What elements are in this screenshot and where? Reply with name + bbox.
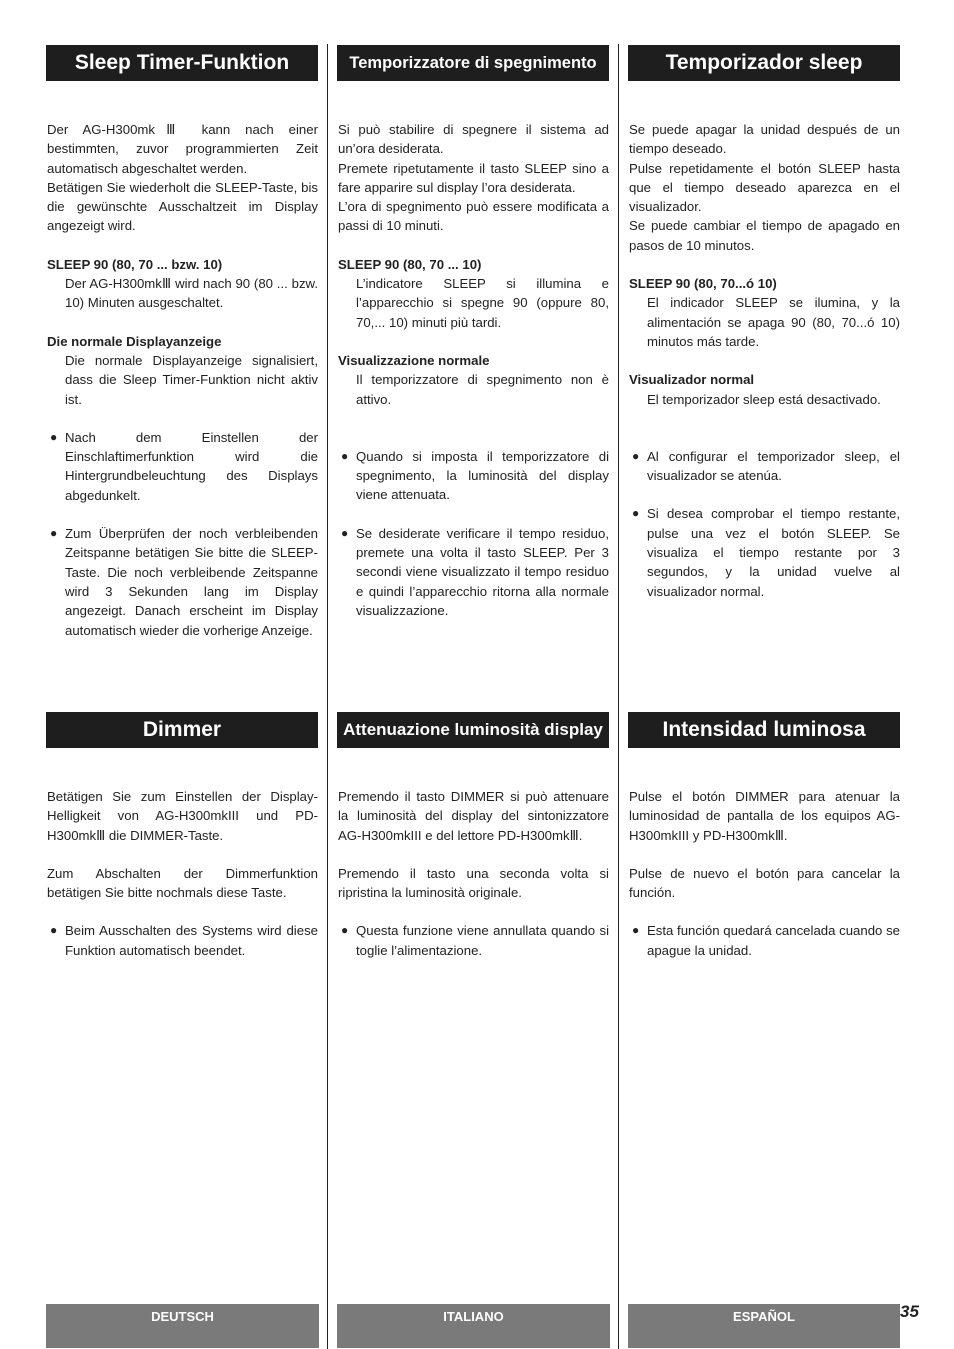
page-number: 35 [900,1302,919,1321]
dimmer-text2-es: Pulse de nuevo el botón para cancelar la función. [629,865,900,901]
normal-display-subheading-es: Visualizador normal [629,372,755,388]
column-divider-left [327,44,328,1349]
dimmer-heading-it: Attenuazione luminosità display [337,712,609,748]
sleep-subtext-it: L’indicatore SLEEP si illumina e l’apparecchio si spegne 90 (oppure 80, 70,... 10) minuti più tardi. [356,276,609,330]
sleep-timer-heading-es: Temporizador sleep [628,45,900,81]
sleep-timer-heading-it: Temporizzatore di spegnimento [337,45,609,81]
dimmer-text2-de: Zum Abschalten der Dimmerfunktion betätigen Sie bitte nochmals diese Taste. [47,865,318,901]
bullet-icon: ● [50,923,58,938]
footer-tab-deutsch: DEUTSCH [46,1304,319,1348]
sleep-timer-heading-de: Sleep Timer-Funktion [46,45,318,81]
sleep-section-it [338,120,609,620]
list-item: ● Beim Ausschalten des Systems wird diese Funktion automatisch beendet. [50,923,318,958]
sleep-intro2-it: Premete ripetutamente il tasto SLEEP sino a fare apparire sul display l’ora desiderata. [338,160,609,195]
normal-display-text-de: Die normale Displayanzeige signalisiert, dass die Sleep Timer-Funktion nicht aktiv ist. [65,352,318,407]
dimmer-text2-it: Premendo il tasto una seconda volta si ripristina la luminosità originale. [338,865,609,901]
footer-tab-italiano: ITALIANO [337,1304,610,1348]
sleep-intro-it: Si può stabilire di spegnere il sistema ad un’ora desiderata. [338,122,609,157]
dimmer-section-es [629,787,900,960]
bullet-icon: ● [632,923,640,938]
bullet-icon: ● [50,526,58,541]
list-item: ● Esta función quedará cancelada cuando se apague la unidad. [632,923,900,958]
sleep-intro3-es: Se puede cambiar el tiempo de apagado en pasos de 10 minutos. [629,218,900,253]
bullet-icon: ● [341,448,349,463]
sleep-intro-de: Der AG-H300mkⅢ kann nach einer bestimmten, zuvor programmierten Zeit automatisch abgeschaltet werden. [47,122,318,176]
sleep-section-de [47,120,318,640]
sleep-intro-es: Se puede apagar la unidad después de un tiempo deseado. [629,122,900,157]
list-item: ● Se desiderate verificare il tempo residuo, premete una volta il tasto SLEEP. Per 3 secondi viene visualizzato il tempo residuo e quindi l’apparecchio ritorna alla normale visualizzazione. [341,525,609,618]
list-item: ● Si desea comprobar el tiempo restante, pulse una vez el botón SLEEP. Se visualiza el tiempo restante por 3 segundos, y la unidad vuelve al visualizador normal. [632,506,900,599]
normal-display-text-it: Il temporizzatore di spegnimento non è attivo. [356,372,609,407]
sleep-subheading-it: SLEEP 90 (80, 70 ... 10) [338,256,482,272]
bullet-icon: ● [341,525,349,540]
list-item: ● Al configurar el temporizador sleep, el visualizador se atenúa. [632,448,900,484]
dimmer-section-de [47,787,318,960]
bullet-icon: ● [632,448,640,463]
normal-display-subheading-it: Visualizzazione normale [338,352,490,368]
dimmer-section-it [338,787,609,960]
sleep-intro2-es: Pulse repetidamente el botón SLEEP hasta que el tiempo deseado aparezca en el visualizador. [629,160,900,215]
sleep-subtext-es: El indicador SLEEP se ilumina, y la alimentación se apaga 90 (80, 70...ó 10) minutos más tarde. [647,295,900,349]
normal-display-subheading-de: Die normale Displayanzeige [47,333,222,349]
dimmer-heading-es: Intensidad luminosa [628,712,900,748]
sleep-intro3-it: L’ora di spegnimento può essere modificata a passi di 10 minuti. [338,199,609,234]
bullet-icon: ● [341,923,349,938]
footer-tab-espanol: ESPAÑOL [628,1304,900,1348]
sleep-subtext-de: Der AG-H300mkⅢ wird nach 90 (80 ... bzw. 10) Minuten ausgeschaltet. [65,276,318,311]
dimmer-text1-de: Betätigen Sie zum Einstellen der Display-Helligkeit von AG-H300mkIII und PD-H300mkⅢ die DIMMER-Taste. [47,789,318,843]
sleep-subheading-de: SLEEP 90 (80, 70 ... bzw. 10) [47,256,223,272]
sleep-subheading-es: SLEEP 90 (80, 70...ó 10) [629,276,777,292]
dimmer-heading-de: Dimmer [46,712,318,748]
dimmer-text1-it: Premendo il tasto DIMMER si può attenuare la luminosità del display del sintonizzatore AG-H300mkIII e del lettore PD-H300mkⅢ. [338,789,609,843]
bullet-icon: ● [632,506,640,521]
normal-display-text-es: El temporizador sleep está desactivado. [647,391,881,407]
list-item: ● Questa funzione viene annullata quando si toglie l’alimentazione. [341,923,609,958]
list-item: ● Quando si imposta il temporizzatore di spegnimento, la luminosità del display viene attenuata. [341,448,609,503]
list-item: ● Nach dem Einstellen der Einschlaftimerfunktion wird die Hintergrundbeleuchtung des Displays abgedunkelt. [50,429,318,503]
sleep-section-es [629,120,900,601]
dimmer-text1-es: Pulse el botón DIMMER para atenuar la luminosidad de pantalla de los equipos AG-H300mkIII y PD-H300mkⅢ. [629,789,900,843]
bullet-icon: ● [50,429,58,444]
list-item: ● Zum Überprüfen der noch verbleibenden Zeitspanne betätigen Sie bitte die SLEEP-Taste. Die noch verbleibende Zeitspanne wird 3 Sekunden lang im Display angezeigt. Danach erscheint im Display automatisch wieder die vorherige Anzeige. [50,526,318,638]
sleep-intro2-de: Betätigen Sie wiederholt die SLEEP-Taste, bis die gewünschte Ausschaltzeit im Display angezeigt wird. [47,179,318,234]
column-divider-right [618,44,619,1349]
